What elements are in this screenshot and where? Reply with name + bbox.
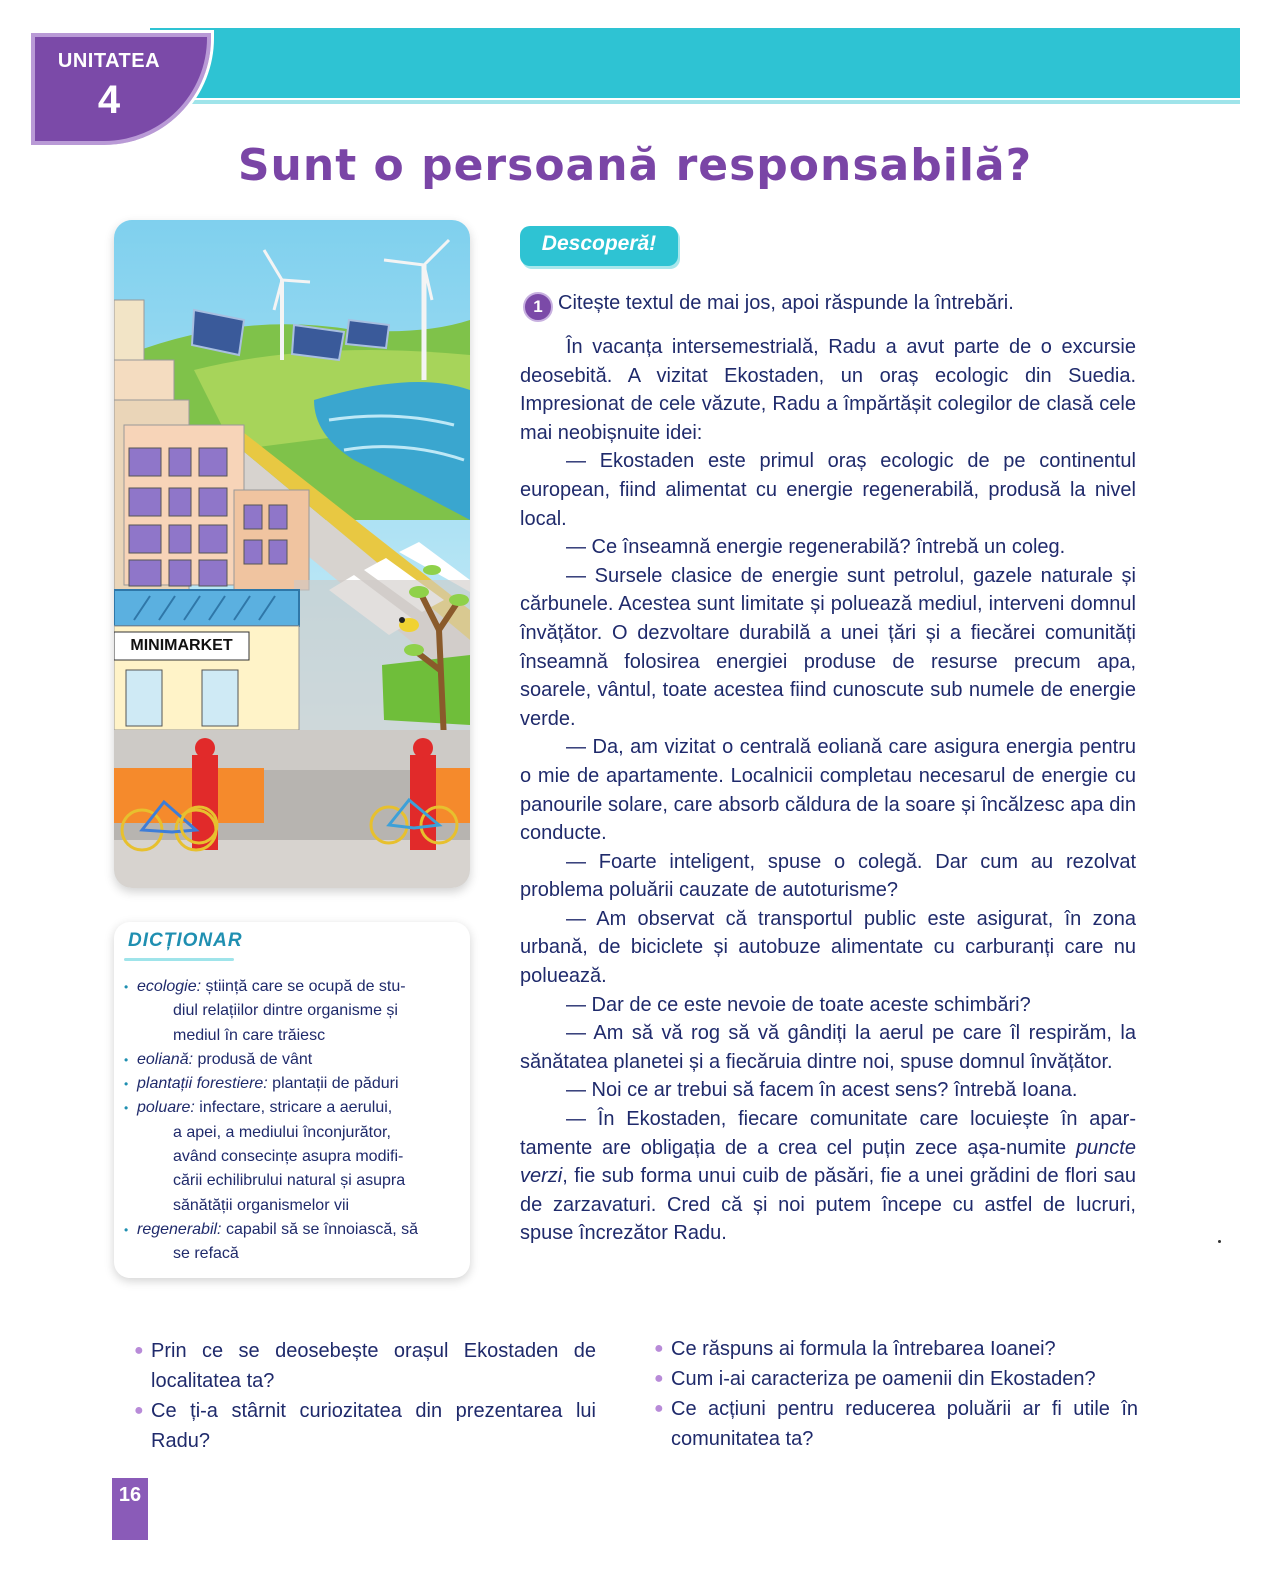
dictionary-entry [124,1048,454,1072]
questions-left [134,1336,596,1456]
story-paragraph: — Am observat că transportul public este asigurat, în zona urbană, de biciclete și autobuze alimentate cu carburanți care nu poluează. [520,907,1136,988]
dictionary-definition: plantații de păduri [267,1075,399,1093]
question-text: Cum i-ai caracteriza pe oamenii din Ekostaden? [671,1368,1096,1390]
dictionary-term: poluare: [137,1099,195,1117]
dictionary-definition-continuation: sănătății organismelor vii [173,1196,350,1214]
bullet-icon: • [124,1077,129,1092]
story-text [520,333,1136,1248]
dictionary-definition: știință care se ocupă de stu- [201,978,406,995]
dictionary-definition-continuation: a apei, a mediului înconjurător, [173,1123,391,1141]
story-paragraph: — Dar de ce este nevoie de toate aceste schimbări? [566,993,1031,1016]
story-paragraph: — Sursele clasice de energie sunt petrolul, gazele naturale și cărbunele. Acestea sunt limitate și poluează mediul, interveni domnul învățător. O dezvoltare durabilă a unei țări și a fiecărei comunități înseamnă folosirea energiei produse de resurse precum apa, soarele, vântul, toate acestea fiind cunoscute sub numele de energie verde. [520,564,1136,730]
dictionary-definition: capabil să se înnoiască, să [221,1220,419,1238]
dictionary-list [124,975,454,1267]
dictionary-title: DICȚIONAR [128,930,243,951]
bullet-icon: • [124,1101,129,1116]
dictionary-definition-continuation: se refacă [173,1245,239,1263]
bullet-icon: ● [654,1400,664,1417]
question-text: Prin ce se deosebește orașul Ekostaden de localitatea ta? [151,1340,596,1392]
dictionary-entry-line [137,975,454,999]
bullet-icon: ● [654,1370,664,1387]
header-band [150,28,1240,98]
question-item [654,1334,1138,1364]
story-text-part: — În Ekostaden, fiecare comunitate care locuiește în apar-tamente are obligația de a crea cel puțin zece așa-numite [520,1108,1136,1159]
dictionary-entry-line [137,1218,454,1242]
bullet-icon: • [124,980,129,994]
bullet-icon: • [124,1222,129,1237]
dictionary-term: eoliană: [137,1050,194,1068]
dictionary-definition-continuation: cării echilibrului natural și asupra [173,1172,406,1190]
unit-label: UNITATEA [57,50,161,72]
dictionary-term: plantații forestiere: [137,1075,268,1093]
eco-city-illustration [114,220,470,888]
questions-right [654,1334,1138,1454]
unit-number: 4 [97,78,121,122]
dictionary-term: ecologie: [137,978,202,995]
dictionary-entry [124,1218,454,1267]
question-text: Ce acțiuni pentru reducerea poluării ar fi utile în comunitatea ta? [671,1398,1138,1450]
story-paragraph: — Noi ce ar trebui să facem în acest sens? întrebă Ioana. [566,1079,1078,1102]
question-item [654,1364,1138,1394]
bullet-icon: ● [134,1342,144,1359]
dictionary-definition-continuation: mediul în care trăiesc [173,1026,326,1044]
dictionary-definition: produsă de vânt [193,1050,313,1068]
question-item [134,1336,596,1396]
bullet-icon: • [124,1052,129,1067]
discover-label: Descoperă! [541,232,657,255]
question-item [134,1396,596,1456]
story-text-part: , fie sub forma unui cuib de păsări, fie a unei grădini de flori sau de zarzavaturi. Cred că și noi putem începe cu astfel de lucruri, spuse încrezător Radu. [520,1165,1136,1245]
page-title: Sunt o persoană responsabilă? [237,140,1033,191]
minimarket-sign: MINIMARKET [130,637,233,654]
dictionary-entry-line [137,1048,454,1072]
task-instruction: Citește textul de mai jos, apoi răspunde la întrebări. [558,292,1014,314]
bullet-icon: ● [134,1402,144,1419]
dictionary-title-underline [124,958,234,961]
dictionary-entry [124,1072,454,1096]
story-paragraph: — Am să vă rog să vă gândiți la aerul pe care îl respirăm, la sănătatea planetei și a fiecăruia dintre noi, spuse domnul învățător. [520,1022,1136,1073]
question-text: Ce ți-a stârnit curiozitatea din prezentarea lui Radu? [151,1400,596,1452]
dictionary-definition: infectare, stricare a aerului, [194,1099,393,1117]
stray-dot [1218,1240,1221,1243]
dictionary-term: regenerabil: [137,1220,222,1238]
dictionary-definition-continuation: având consecințe asupra modifi- [173,1148,404,1166]
question-item [654,1394,1138,1454]
story-italic-term: puncte verzi [520,1136,1136,1188]
task-number-badge: 1 [523,292,553,322]
question-text: Ce răspuns ai formula la întrebarea Ioanei? [671,1338,1056,1360]
story-paragraph: — Ekostaden este primul oraș ecologic de pe continentul european, fiind alimentat cu energie regenerabilă, produsă la nivel local. [520,450,1136,530]
dictionary-entry-line [137,1096,454,1120]
story-paragraph: — Ce înseamnă energie regenerabilă? întrebă un coleg. [566,536,1066,559]
story-paragraph: În vacanța intersemestrială, Radu a avut parte de o excursie deosebită. A vizitat Ekostaden, un oraș ecologic din Suedia. Impresionat de cele văzute, Radu a împărtășit colegilor de clasă cele mai neobișnuite idei: [520,336,1136,444]
header-band-underline [190,100,1240,104]
dictionary-entry [124,975,454,1048]
story-paragraph: — Foarte inteligent, spuse o colegă. Dar cum au rezolvat problema poluării cauzate de autoturisme? [520,850,1136,902]
dictionary-entry [124,1096,454,1217]
dictionary-entry-line [137,1072,454,1096]
page-number: 16 [118,1484,142,1506]
story-paragraph [520,1105,1136,1248]
story-paragraph: — Da, am vizitat o centrală eoliană care asigura energia pentru o mie de apartamente. Localnicii completau necesarul de energie cu panourile solare, care absorb căldura de la soare și încălzesc apa din conducte. [520,736,1136,845]
bullet-icon: ● [654,1340,664,1357]
dictionary-definition-continuation: diul relațiilor dintre organisme și [173,1002,398,1020]
